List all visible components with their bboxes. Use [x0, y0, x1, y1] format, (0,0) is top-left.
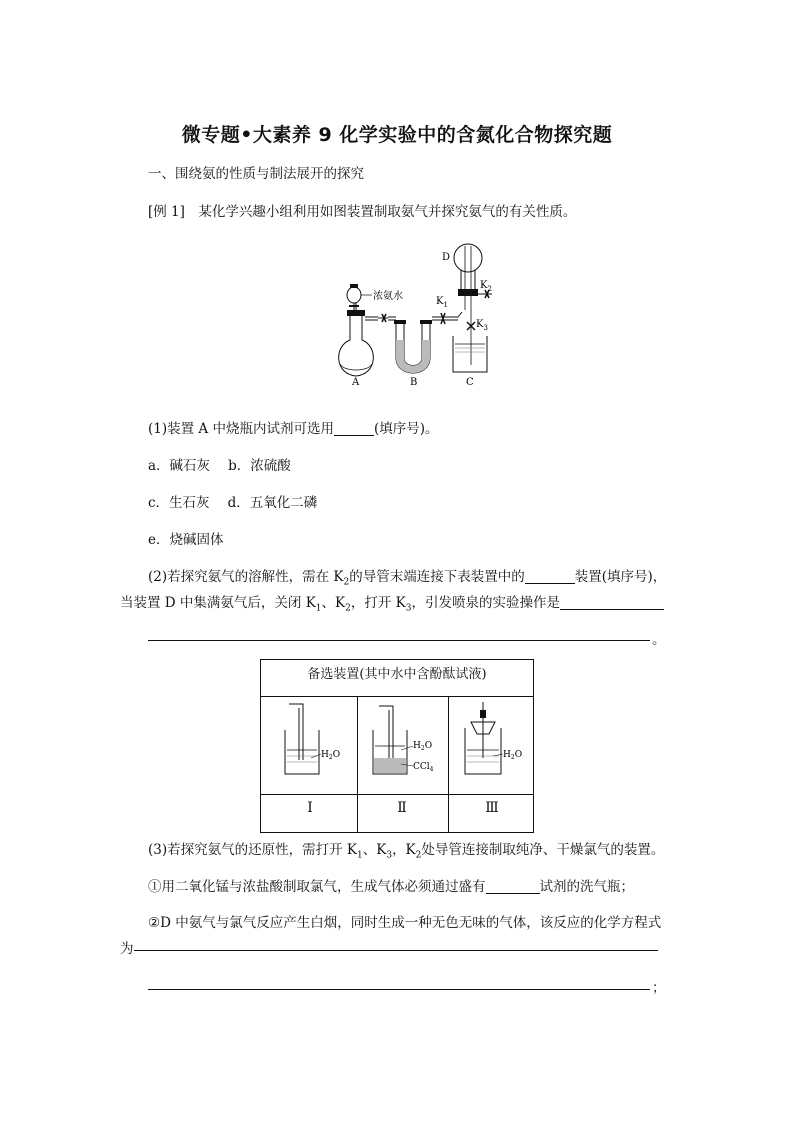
option-i-label: Ⅰ [307, 800, 313, 816]
u-tube-b [394, 320, 432, 373]
svg-text:H2O: $H_2O$ [503, 750, 523, 761]
question-3-intro: (3)若探究氨气的还原性，需打开 $K_1$、$K_3$，$K_2$处导管连接制取纯净、干燥氯气的装置。 [148, 842, 665, 861]
q3-wei: 为 [120, 941, 134, 957]
example-intro: [例 1] 某化学兴趣小组利用如图装置制取氨气并探究氨气的有关性质。 [148, 204, 577, 220]
answer-blank-q2b[interactable] [560, 595, 664, 610]
option-ii-diagram [365, 700, 447, 792]
label-d: D [442, 252, 451, 263]
q2-period: 。 [652, 632, 666, 648]
svg-text:H2O: $H_2O$ [321, 750, 341, 761]
question-2-line1: (2)若探究氨气的溶解性，需在 $K_2$的导管末端连接下表装置中的 装置(填序号)， [148, 569, 667, 588]
option-e: e．烧碱固体 [148, 532, 224, 548]
answer-line-q2c[interactable] [148, 640, 650, 641]
option-d: d．五氧化二磷 [227, 495, 318, 511]
apparatus-diagram [330, 240, 510, 390]
q3-end: ； [652, 980, 666, 996]
label-c: C [466, 377, 474, 388]
separatory-funnel [347, 284, 372, 312]
flask-d [454, 244, 492, 310]
q1-tail: (填序号)。 [373, 421, 439, 437]
options-row-1 [148, 454, 291, 474]
option-c: c．生石灰 [148, 495, 210, 511]
option-iii-label: Ⅲ [485, 800, 499, 816]
answer-line-q3c[interactable] [148, 989, 650, 990]
option-b: b．浓硫酸 [228, 458, 291, 474]
q1-text: (1)装置 A 中烧瓶内试剂可选用 [148, 421, 334, 437]
section-heading: 一、围绕氨的性质与制法展开的探究 [148, 166, 364, 182]
label-funnel: 浓氨水 [373, 291, 403, 302]
label-k3: $K_3$ [476, 319, 488, 332]
answer-blank-q2a[interactable] [525, 569, 575, 584]
label-a: A [352, 377, 360, 388]
answer-line-q3b[interactable] [134, 950, 658, 951]
option-i-diagram [271, 700, 351, 792]
question-3-part1: ①用二氧化锰与浓盐酸制取氯气，生成气体必须通过盛有 试剂的洗气瓶； [148, 879, 634, 895]
options-row-2 [148, 491, 317, 511]
question-1 [148, 417, 439, 437]
beaker-c [453, 300, 487, 372]
option-ii-label: Ⅱ [397, 800, 407, 816]
options-row-3 [148, 528, 224, 548]
answer-blank-q1[interactable] [334, 421, 374, 436]
flask-a [339, 300, 378, 376]
question-2-line2: 当装置 D 中集满氨气后，关闭 $K_1$、$K_2$，打开 $K_3$，引发喷泉的实验操作是 [120, 591, 664, 614]
page-title: 微专题•大素养 9 化学实验中的含氮化合物探究题 [181, 124, 613, 146]
label-k2: $K_2$ [480, 280, 492, 293]
option-iii-diagram [455, 700, 533, 792]
question-3-part2: ②D 中氨气与氯气反应产生白烟，同时生成一种无色无味的气体，该反应的化学方程式 [148, 915, 662, 931]
label-k1: $K_1$ [436, 296, 448, 309]
answer-blank-q3a[interactable] [486, 879, 540, 894]
table-header: 备选装置(其中水中含酚酞试液) [261, 660, 533, 697]
label-b: B [410, 377, 418, 388]
apparatus-options-table [260, 659, 534, 833]
svg-text:CCl4: CCl$_4$ [413, 762, 434, 773]
svg-text:H2O: $H_2O$ [413, 741, 433, 752]
option-a: a．碱石灰 [148, 458, 211, 474]
